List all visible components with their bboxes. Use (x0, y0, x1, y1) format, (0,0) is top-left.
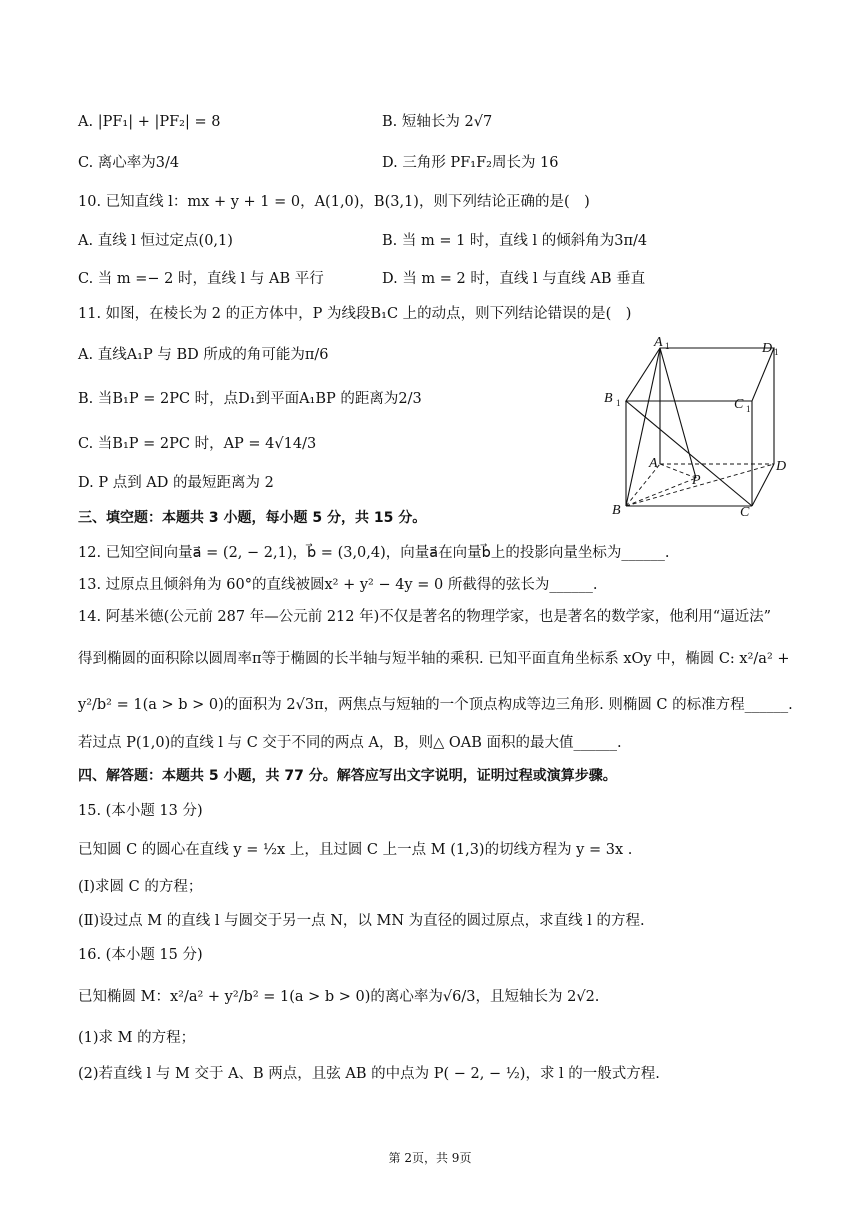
q14-line-1: 14. 阿基米德(公元前 287 年—公元前 212 年)不仅是著名的物理学家，也是著名的数学家，他利用“逼近法” (78, 609, 772, 625)
q16-part-2: (2)若直线 l 与 M 交于 A、B 两点，且弦 AB 的中点为 P( − 2, − ½)，求 l 的一般式方程. (78, 1066, 660, 1082)
label-d1: D (762, 341, 773, 356)
q16-heading: 16. (本小题 15 分) (78, 947, 203, 963)
q16-part-1: (1)求 M 的方程； (78, 1030, 196, 1046)
q14-line-4: 若过点 P(1,0)的直线 l 与 C 交于不同的两点 A，B，则△ OAB 面积的最大值______. (78, 735, 622, 751)
section-3-heading: 三、填空题：本题共 3 小题，每小题 5 分，共 15 分。 (78, 510, 427, 526)
q11-stem: 11. 如图，在棱长为 2 的正方体中，P 为线段B₁C 上的动点，则下列结论错误的是( ) (78, 306, 632, 322)
q11-option-a: A. 直线A₁P 与 BD 所成的角可能为π/6 (78, 347, 329, 363)
q10-option-d: D. 当 m = 2 时，直线 l 与直线 AB 垂直 (382, 271, 646, 287)
section-4-heading: 四、解答题：本题共 5 小题，共 77 分。解答应写出文字说明，证明过程或演算步骤。 (78, 768, 617, 784)
q10-option-a: A. 直线 l 恒过定点(0,1) (78, 233, 233, 249)
q10-stem: 10. 已知直线 l：mx + y + 1 = 0，A(1,0)，B(3,1)，则下列结论正确的是( ) (78, 194, 590, 210)
cube-figure (598, 336, 798, 520)
label-c: C (740, 505, 750, 520)
q9-option-b: B. 短轴长为 2√7 (382, 114, 493, 130)
label-b: B (612, 503, 621, 518)
q9-option-c: C. 离心率为3/4 (78, 155, 180, 171)
label-a: A (649, 456, 658, 471)
q10-option-c: C. 当 m =− 2 时，直线 l 与 AB 平行 (78, 271, 324, 287)
q12-text: 12. 已知空间向量a⃗ = (2, − 2,1)，b⃗ = (3,0,4)，向量a⃗在向量b⃗上的投影向量坐标为______. (78, 545, 670, 561)
q9-option-a: A. |PF₁| + |PF₂| = 8 (78, 114, 221, 130)
q11-option-c: C. 当B₁P = 2PC 时，AP = 4√14/3 (78, 436, 317, 452)
q15-part-2: (Ⅱ)设过点 M 的直线 l 与圆交于另一点 N，以 MN 为直径的圆过原点，求直线 l 的方程. (78, 913, 645, 929)
label-d1-sub: 1 (774, 347, 779, 357)
q13-text: 13. 过原点且倾斜角为 60°的直线被圆x² + y² − 4y = 0 所截得的弦长为______. (78, 577, 598, 593)
label-c1: C (734, 397, 744, 412)
label-c1-sub: 1 (746, 404, 751, 414)
q15-heading: 15. (本小题 13 分) (78, 803, 203, 819)
q14-line-3: y²/b² = 1(a > b > 0)的面积为 2√3π，两焦点与短轴的一个顶点构成等边三角形. 则椭圆 C 的标准方程______. (78, 697, 793, 713)
q11-option-d: D. P 点到 AD 的最短距离为 2 (78, 475, 274, 491)
q15-part-1: (Ⅰ)求圆 C 的方程； (78, 879, 203, 895)
q15-stem: 已知圆 C 的圆心在直线 y = ½x 上，且过圆 C 上一点 M (1,3)的切线方程为 y = 3x . (78, 842, 633, 858)
label-a1: A (654, 336, 663, 350)
label-b1-sub: 1 (616, 398, 621, 408)
q9-option-d: D. 三角形 PF₁F₂周长为 16 (382, 155, 559, 171)
q14-line-2: 得到椭圆的面积除以圆周率π等于椭圆的长半轴与短半轴的乘积. 已知平面直角坐标系 xOy 中，椭圆 C: x²/a² + (78, 651, 790, 667)
label-a1-sub: 1 (665, 341, 670, 351)
q16-stem: 已知椭圆 M：x²/a² + y²/b² = 1(a > b > 0)的离心率为√6/3，且短轴长为 2√2. (78, 989, 600, 1005)
label-b1: B (604, 391, 613, 406)
label-p: P (692, 473, 701, 488)
label-d: D (776, 459, 787, 474)
q10-option-b: B. 当 m = 1 时，直线 l 的倾斜角为3π/4 (382, 233, 648, 249)
q11-option-b: B. 当B₁P = 2PC 时，点D₁到平面A₁BP 的距离为2/3 (78, 391, 422, 407)
page-footer: 第 2页，共 9页 (388, 1151, 472, 1165)
